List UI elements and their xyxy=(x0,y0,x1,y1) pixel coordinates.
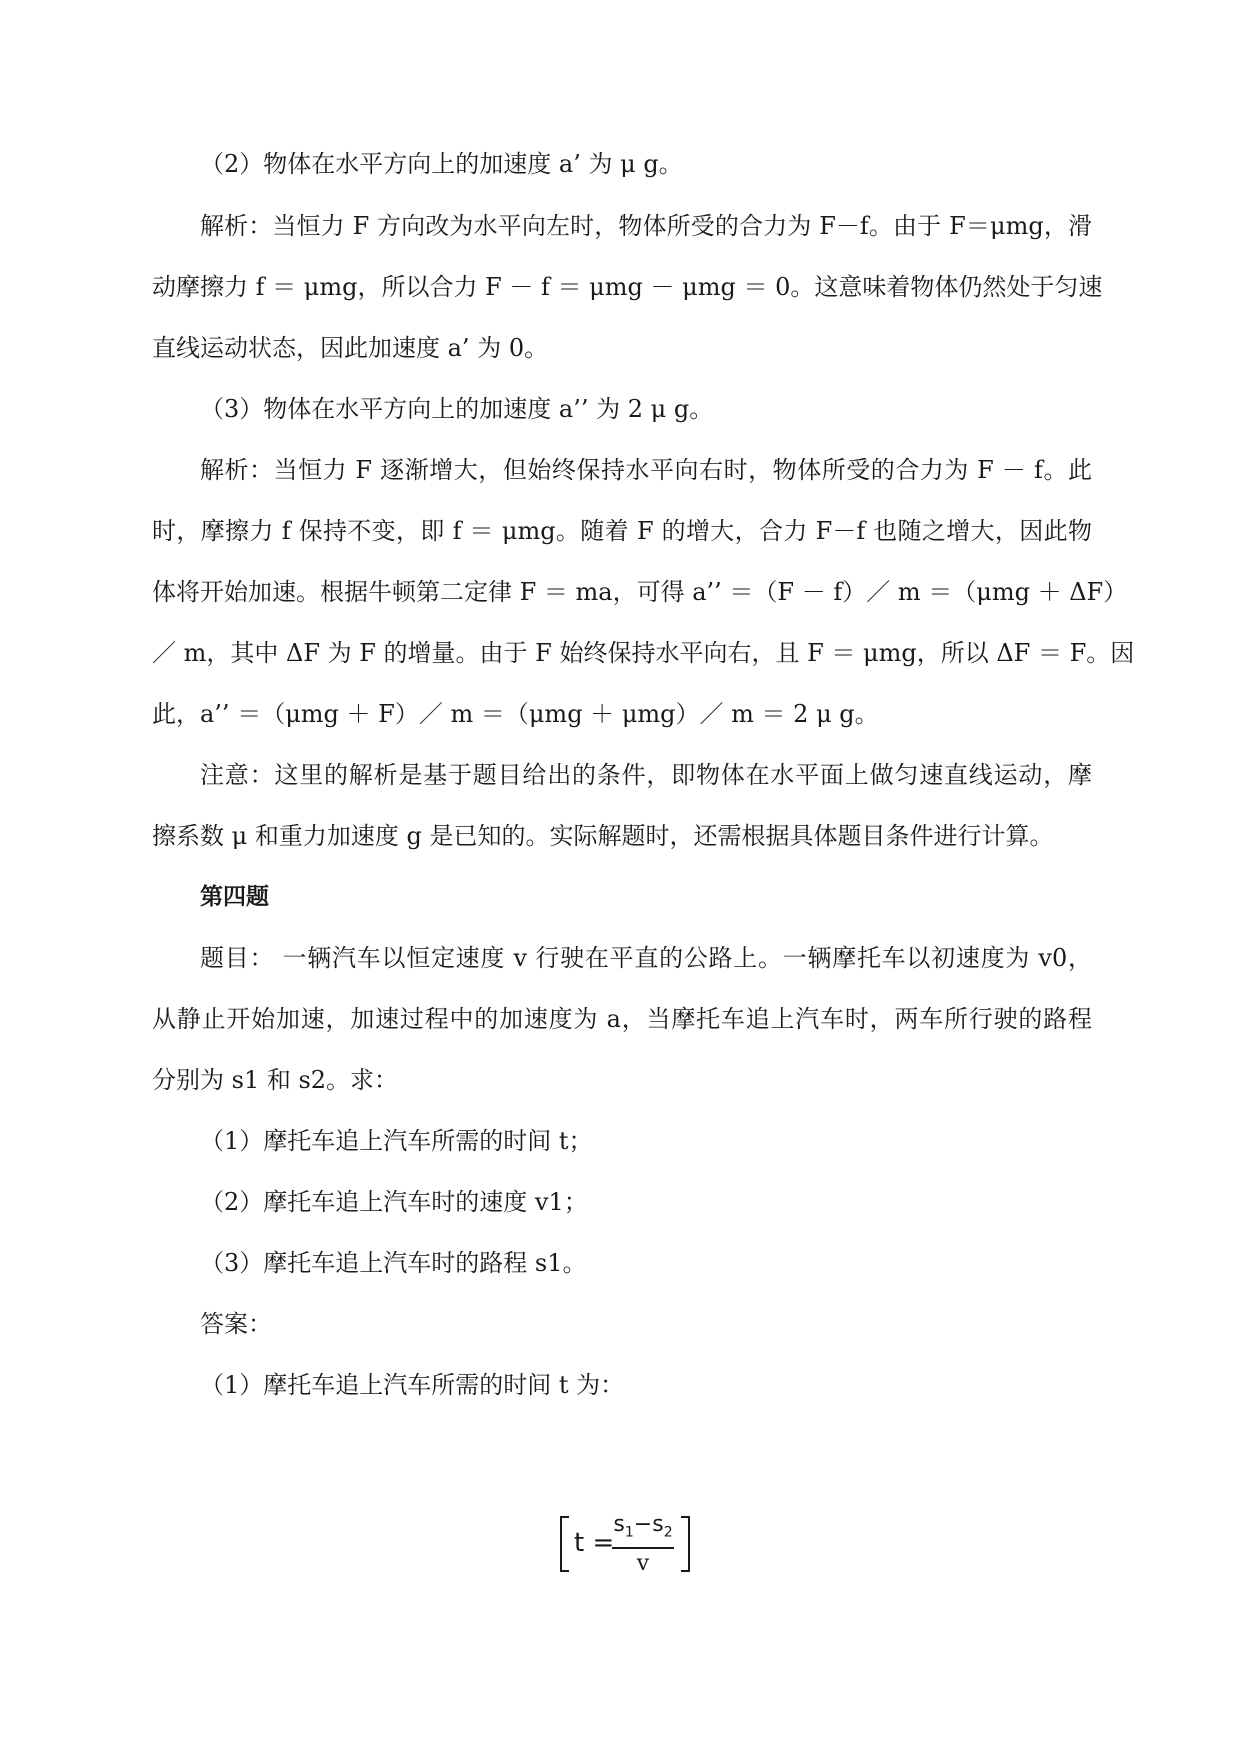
paragraph-line: 擦系数 μ 和重力加速度 g 是已知的。实际解题时，还需根据具体题目条件进行计算。 xyxy=(152,822,1054,850)
paragraph-line: 从静止开始加速，加速过程中的加速度为 a，当摩托车追上汽车时，两车所行驶的路程 xyxy=(152,1005,1092,1033)
numerator-term-a-subscript: 1 xyxy=(624,1524,634,1541)
time-formula xyxy=(560,1510,690,1580)
fraction-bar xyxy=(612,1547,674,1549)
numerator-operator: − xyxy=(633,1512,653,1537)
numerator-term-b: s xyxy=(652,1512,664,1537)
question-item: （3）摩托车追上汽车时的路程 s1。 xyxy=(200,1249,587,1277)
answer-item: （1）摩托车追上汽车所需的时间 t 为： xyxy=(200,1371,625,1399)
paragraph-line: 直线运动状态，因此加速度 a’ 为 0。 xyxy=(152,334,549,362)
paragraph-line: 题目： 一辆汽车以恒定速度 v 行驶在平直的公路上。一辆摩托车以初速度为 v0， xyxy=(200,944,1092,972)
paragraph-line: 解析：当恒力 F 方向改为水平向左时，物体所受的合力为 F－f。由于 F＝μmg，滑 xyxy=(200,212,1092,240)
section-heading: 第四题 xyxy=(200,884,269,910)
question-item: （2）摩托车追上汽车时的速度 v1； xyxy=(200,1188,588,1216)
fraction-numerator xyxy=(612,1512,674,1545)
paragraph-line: 注意：这里的解析是基于题目给出的条件，即物体在水平面上做匀速直线运动，摩 xyxy=(200,761,1092,789)
numerator-term-a: s xyxy=(613,1512,625,1537)
answer-label: 答案： xyxy=(200,1310,272,1338)
paragraph-line: 此，a’’ ＝（μmg ＋ F）／ m ＝（μmg ＋ μmg）／ m ＝ 2 μ g。 xyxy=(152,700,879,728)
paragraph-line: 体将开始加速。根据牛顿第二定律 F ＝ ma，可得 a’’ ＝（F － f）／ m ＝（μmg ＋ ΔF） xyxy=(152,578,1128,606)
question-item: （1）摩托车追上汽车所需的时间 t； xyxy=(200,1127,593,1155)
left-bracket xyxy=(560,1516,569,1572)
fraction-denominator: v xyxy=(636,1551,650,1577)
paragraph-line: （2）物体在水平方向上的加速度 a’ 为 μ g。 xyxy=(200,150,683,178)
paragraph-line: （3）物体在水平方向上的加速度 a’’ 为 2 μ g。 xyxy=(200,395,714,423)
right-bracket xyxy=(681,1516,690,1572)
paragraph-line: ／ m，其中 ΔF 为 F 的增量。由于 F 始终保持水平向右，且 F ＝ μmg，所以 ΔF ＝ F。因 xyxy=(152,639,1135,667)
numerator-term-b-subscript: 2 xyxy=(663,1524,673,1541)
formula-lhs: t = xyxy=(574,1528,615,1558)
formula-fraction xyxy=(612,1512,674,1577)
paragraph-line: 动摩擦力 f ＝ μmg，所以合力 F － f ＝ μmg － μmg ＝ 0。这意味着物体仍然处于匀速 xyxy=(152,273,1103,301)
paragraph-line: 时，摩擦力 f 保持不变，即 f ＝ μmg。随着 F 的增大，合力 F－f 也随之增大，因此物 xyxy=(152,517,1092,545)
paragraph-line: 解析：当恒力 F 逐渐增大，但始终保持水平向右时，物体所受的合力为 F － f。此 xyxy=(200,456,1092,484)
paragraph-line: 分别为 s1 和 s2。求： xyxy=(152,1066,399,1094)
